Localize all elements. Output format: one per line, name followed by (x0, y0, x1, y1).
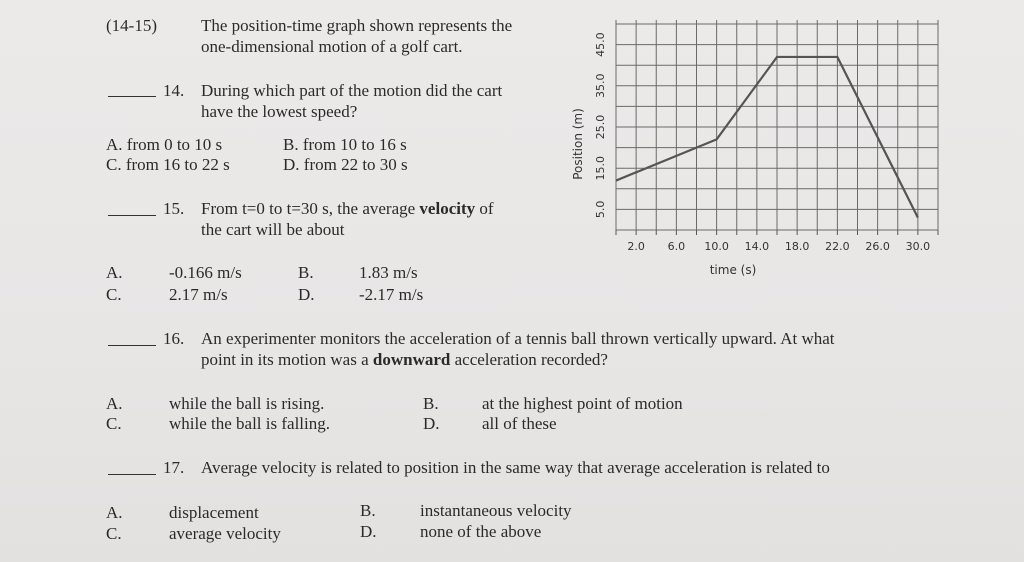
answer-blank-17[interactable] (108, 474, 156, 475)
q15-text-bold: velocity (419, 199, 476, 218)
y-tick-label: 45.0 (594, 32, 607, 57)
graph-grid (616, 20, 938, 235)
q16-text-pre: point in its motion was a (201, 350, 373, 369)
q14-number: 14. (163, 81, 185, 100)
q15-text-pre: From t=0 to t=30 s, the average (201, 199, 420, 218)
y-tick-label: 15.0 (594, 155, 607, 181)
q17-letter-a: A. (106, 503, 123, 522)
answer-blank-16[interactable] (108, 345, 156, 346)
q16-letter-d: D. (423, 414, 440, 433)
y-tick-labels (594, 32, 607, 218)
q14-option-a: A. from 0 to 10 s (106, 135, 223, 154)
x-axis-label: time (s) (709, 263, 757, 277)
q17-text-line1: Average velocity is related to position in the same way that average acceleration is related to (201, 458, 830, 477)
q16-letter-c: C. (106, 414, 122, 433)
intro-text-line1: The position-time graph shown represents the (201, 16, 513, 35)
q17-letter-b: B. (360, 501, 376, 520)
x-tick-label: 26.0 (865, 240, 890, 253)
x-tick-label: 30.0 (905, 240, 931, 253)
q16-text-bold: downward (372, 350, 451, 369)
q14-text-line2: have the lowest speed? (201, 102, 358, 121)
q15-text-post: of (475, 199, 494, 218)
q16-letter-b: B. (423, 394, 439, 413)
q15-letter-a: A. (106, 263, 123, 282)
q15-number: 15. (163, 199, 185, 218)
y-axis-label: Position (m) (571, 108, 585, 180)
q17-letter-c: C. (106, 524, 122, 543)
x-tick-label: 22.0 (825, 240, 850, 253)
q14-option-b: B. from 10 to 16 s (283, 135, 407, 154)
x-tick-label: 6.0 (667, 240, 686, 253)
q16-text-line2 (201, 350, 608, 370)
q17-letter-d: D. (360, 522, 377, 541)
answer-blank-15[interactable] (108, 215, 156, 216)
q15-option-d: -2.17 m/s (359, 285, 424, 304)
q16-text-line1: An experimenter monitors the acceleration of a tennis ball thrown vertically upward. At what (201, 329, 835, 348)
x-tick-label: 14.0 (744, 240, 770, 253)
y-tick-label: 5.0 (594, 200, 607, 219)
q15-option-b: 1.83 m/s (359, 263, 418, 282)
q15-option-a: -0.166 m/s (169, 263, 242, 282)
q16-option-a: while the ball is rising. (169, 394, 325, 413)
y-tick-label: 35.0 (594, 73, 607, 99)
q14-option-c: C. from 16 to 22 s (106, 155, 230, 174)
q17-option-b: instantaneous velocity (420, 501, 572, 520)
q15-letter-c: C. (106, 285, 122, 304)
q16-text-post: acceleration recorded? (450, 350, 608, 369)
y-tick-label: 25.0 (594, 114, 607, 140)
q17-option-d: none of the above (420, 522, 542, 541)
q14-text-line1: During which part of the motion did the cart (201, 81, 503, 100)
position-time-graph (556, 14, 946, 284)
q17-number: 17. (163, 458, 185, 477)
position-series-line (616, 57, 918, 218)
q17-option-c: average velocity (169, 524, 281, 543)
answer-blank-14[interactable] (108, 96, 156, 97)
x-tick-labels (627, 240, 930, 253)
x-tick-label: 2.0 (627, 240, 645, 253)
q15-text-line1 (201, 199, 494, 219)
q16-number: 16. (163, 329, 185, 348)
q15-text-line2: the cart will be about (201, 220, 345, 239)
q16-option-d: all of these (482, 414, 557, 433)
q15-letter-b: B. (298, 263, 314, 282)
q14-option-d: D. from 22 to 30 s (283, 155, 408, 174)
q16-option-c: while the ball is falling. (169, 414, 330, 433)
question-range-label: (14-15) (106, 16, 157, 35)
q15-option-c: 2.17 m/s (169, 285, 228, 304)
intro-text-line2: one-dimensional motion of a golf cart. (201, 37, 463, 56)
q17-option-a: displacement (169, 503, 259, 522)
x-tick-label: 18.0 (784, 240, 810, 253)
x-tick-label: 10.0 (704, 240, 729, 253)
q16-option-b: at the highest point of motion (482, 394, 683, 413)
q15-letter-d: D. (298, 285, 315, 304)
q16-letter-a: A. (106, 394, 123, 413)
